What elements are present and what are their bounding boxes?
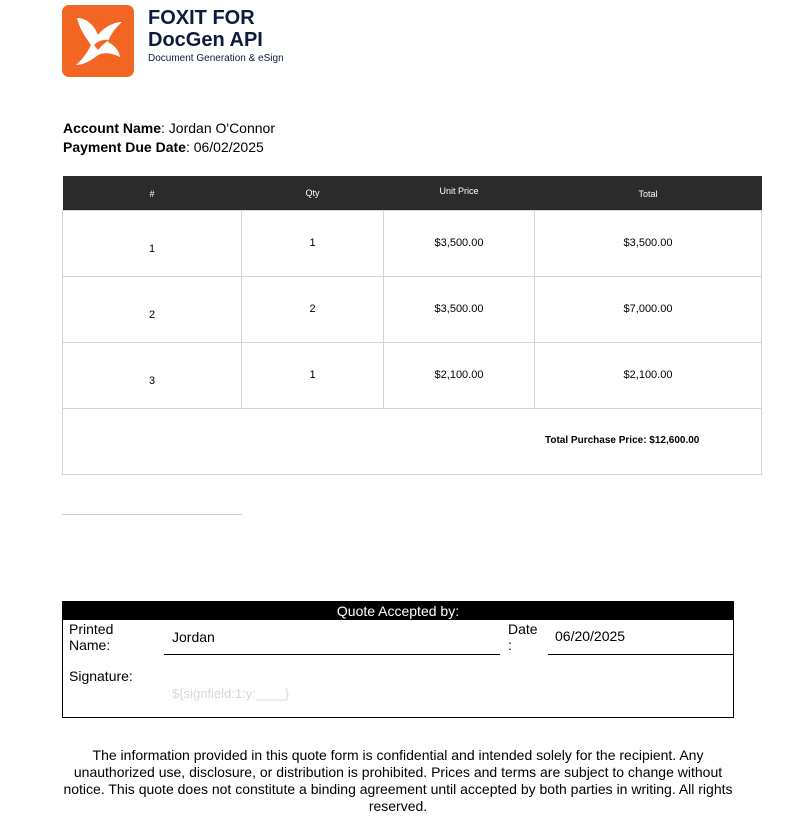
column-header-qty: Qty bbox=[242, 176, 384, 211]
cell-unit-price-text: $2,100.00 bbox=[434, 369, 484, 381]
total-purchase-cell bbox=[63, 409, 762, 475]
cell-number-text: 1 bbox=[148, 243, 156, 255]
printed-name-line bbox=[164, 654, 500, 655]
acceptance-box bbox=[62, 601, 734, 718]
cell-total bbox=[535, 277, 762, 343]
cell-number-text: 2 bbox=[148, 309, 156, 321]
account-name-value: : Jordan O'Connor bbox=[161, 120, 275, 136]
column-header-unit-price: Unit Price bbox=[384, 176, 535, 211]
date-label: Date : bbox=[508, 621, 538, 653]
cell-qty bbox=[242, 277, 384, 343]
cell-qty-text: 1 bbox=[309, 237, 316, 249]
brand-line-2: DocGen API bbox=[148, 29, 263, 51]
account-name-row bbox=[63, 119, 275, 138]
payment-due-label: Payment Due Date bbox=[63, 139, 186, 155]
table-row bbox=[63, 277, 762, 343]
payment-due-row bbox=[63, 138, 275, 157]
cell-total bbox=[535, 211, 762, 277]
brand-line-1: FOXIT FOR bbox=[148, 7, 255, 29]
table-row bbox=[63, 211, 762, 277]
cell-number bbox=[63, 211, 242, 277]
foxit-logo bbox=[62, 5, 134, 77]
payment-due-value: : 06/02/2025 bbox=[185, 139, 264, 155]
cell-total-text: $3,500.00 bbox=[623, 237, 673, 249]
cell-unit-price bbox=[384, 343, 535, 409]
signature-label: Signature: bbox=[69, 668, 133, 684]
cell-number bbox=[63, 277, 242, 343]
cell-unit-price bbox=[384, 277, 535, 343]
table-total-row bbox=[63, 409, 762, 475]
date-line bbox=[548, 654, 733, 655]
printed-name-label: Printed Name: bbox=[69, 621, 114, 653]
signature-field[interactable]: ${signfield:1:y:____} bbox=[172, 686, 290, 701]
fox-icon bbox=[62, 5, 134, 77]
acceptance-title: Quote Accepted by: bbox=[63, 602, 733, 620]
printed-name-value[interactable]: Jordan bbox=[172, 629, 215, 645]
cell-qty-text: 2 bbox=[309, 303, 316, 315]
cell-unit-price-text: $3,500.00 bbox=[434, 237, 484, 249]
brand-tagline: Document Generation & eSign bbox=[148, 53, 284, 64]
line-items-table bbox=[62, 176, 762, 475]
cell-qty bbox=[242, 211, 384, 277]
account-name-label: Account Name bbox=[63, 120, 162, 136]
account-info bbox=[63, 119, 275, 157]
cell-qty bbox=[242, 343, 384, 409]
cell-number-text: 3 bbox=[148, 375, 156, 387]
cell-qty-text: 1 bbox=[309, 369, 316, 381]
column-header-total: Total bbox=[535, 176, 762, 211]
cell-total-text: $2,100.00 bbox=[623, 369, 673, 381]
confidentiality-notice: The information provided in this quote form is confidential and intended solely for the recipient. Any unauthorized use, disclosure, or distribution is prohibited. Prices and terms are subject to change without notice. This quote does not constitute a binding agreement until accepted by both parties in writing. All rights reserved. bbox=[63, 747, 733, 814]
cell-number bbox=[63, 343, 242, 409]
date-value[interactable]: 06/20/2025 bbox=[555, 628, 626, 644]
separator-line bbox=[62, 514, 242, 515]
cell-total bbox=[535, 343, 762, 409]
table-header-row bbox=[63, 176, 762, 211]
total-purchase-price: Total Purchase Price: $12,600.00 bbox=[545, 435, 700, 446]
brand-block bbox=[148, 7, 284, 66]
cell-unit-price bbox=[384, 211, 535, 277]
table-row bbox=[63, 343, 762, 409]
cell-unit-price-text: $3,500.00 bbox=[434, 303, 484, 315]
column-header-number: # bbox=[63, 176, 242, 211]
cell-total-text: $7,000.00 bbox=[623, 303, 673, 315]
